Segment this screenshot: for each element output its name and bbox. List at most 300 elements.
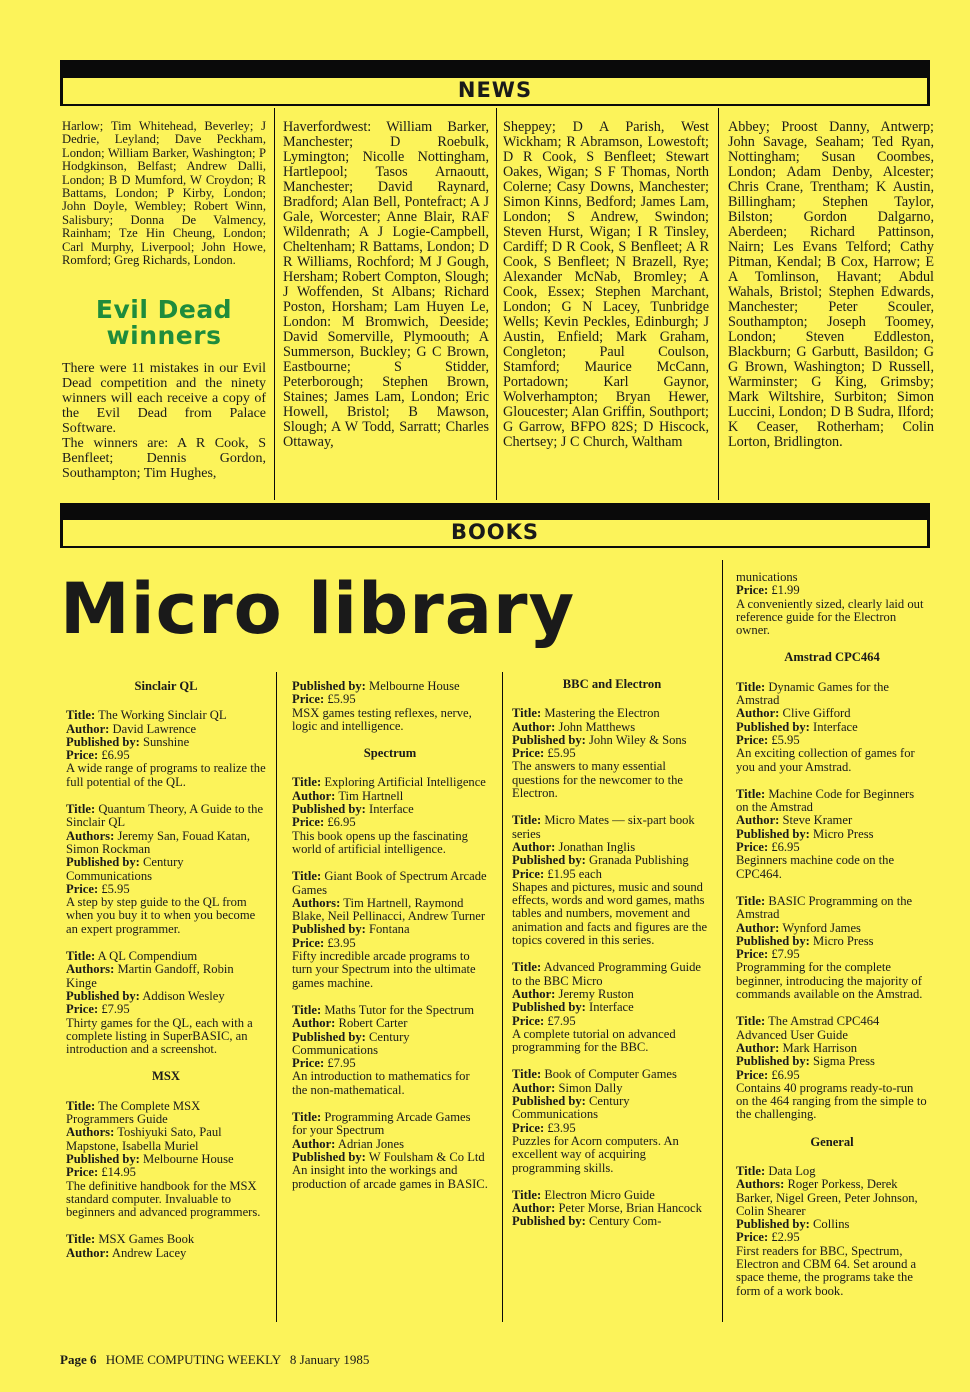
book-publisher-value: Interface <box>813 719 858 734</box>
book-authors-label: Authors: <box>66 962 115 977</box>
news-divider-3 <box>718 108 719 500</box>
book-author-value: Jonathan Inglis <box>558 839 636 854</box>
book-publisher <box>512 1001 712 1014</box>
news-col1-text: Harlow; Tim Whitehead, Beverley; J Dedrie, Leyland; Dave Peckham, London; William Barker, Washington; P Hodgkinson, Belfast; Andrew Dalli, London; B D Mumford, W Croydon; R Battams, London; P Kirby, London; John Doyle, Wembley; Robert Winn, Salisbury; Donna De Valmency, Rainham; Tze Hin Cheung, London; Carl Murphy, Liverpool; John Howe, Romford; Greg Richards, London. <box>62 119 266 268</box>
book-author-label: Author: <box>512 1201 556 1216</box>
book-author <box>736 707 928 720</box>
book-publisher-label: Published by: <box>512 853 586 868</box>
book-author-value: David Lawrence <box>112 721 197 736</box>
book-title-label: Title: <box>292 1002 322 1017</box>
books-heading-text: BOOKS <box>450 520 540 544</box>
book-price <box>66 1166 266 1179</box>
book-price <box>66 1003 266 1016</box>
book-price-value: £5.95 <box>101 881 130 896</box>
book-author <box>292 790 488 803</box>
book-title <box>66 1233 266 1246</box>
book-publisher <box>736 1055 928 1068</box>
book-title-label: Title: <box>512 813 542 828</box>
book-publisher <box>292 1151 488 1164</box>
book-publisher <box>66 1153 266 1166</box>
book-publisher <box>292 803 488 816</box>
book-author <box>736 1042 928 1055</box>
book-price-label: Price: <box>736 947 769 962</box>
book-author-label: Author: <box>512 986 556 1001</box>
books-column-1 <box>66 680 266 1274</box>
book-publisher <box>736 828 928 841</box>
book-price-value: £1.95 each <box>547 866 602 881</box>
book-authors-label: Authors: <box>736 1177 785 1192</box>
book-entry <box>512 814 712 947</box>
book-title-value: The Amstrad CPC464 Advanced User Guide <box>736 1014 880 1042</box>
book-publisher <box>66 856 266 883</box>
book-title-label: Title: <box>66 1098 96 1113</box>
book-price-value: £6.95 <box>771 1067 800 1082</box>
footer-page: Page 6 <box>60 1352 97 1367</box>
book-price-value: £6.95 <box>771 840 800 855</box>
book-authors <box>66 1126 266 1153</box>
book-title-label: Title: <box>292 869 322 884</box>
books-divider-1 <box>276 672 277 1322</box>
book-author-value: Adrian Jones <box>337 1136 404 1151</box>
book-title <box>512 707 712 720</box>
book-publisher <box>292 680 488 693</box>
book-publisher-label: Published by: <box>736 826 810 841</box>
book-publisher-label: Published by: <box>292 922 366 937</box>
book-description: The definitive handbook for the MSX standard computer. Invaluable to beginners and advanced programmers. <box>66 1178 261 1220</box>
book-title-label: Title: <box>292 775 322 790</box>
book-price-label: Price: <box>292 815 325 830</box>
book-price-label: Price: <box>66 881 99 896</box>
book-publisher-value: John Wiley & Sons <box>589 732 687 747</box>
book-description: Shapes and pictures, music and sound effects, words and word games, maths tables and numbers, movement and animation and facts and figures are the topics covered in this series. <box>512 879 708 948</box>
book-publisher <box>512 734 712 747</box>
micro-library-title: Micro library <box>60 568 576 650</box>
book-author-value: Andrew Lacey <box>111 1245 187 1260</box>
news-heading-text: NEWS <box>457 78 533 102</box>
book-price-label: Price: <box>66 748 99 763</box>
book-publisher-value: Sigma Press <box>813 1054 875 1069</box>
book-entry <box>292 1004 488 1097</box>
book-author <box>292 1017 488 1030</box>
book-title-value: Data Log <box>768 1163 816 1178</box>
book-title <box>66 1100 266 1127</box>
book-publisher-value: Century Com- <box>589 1214 662 1229</box>
book-price-value: £6.95 <box>101 748 130 763</box>
book-price <box>512 747 712 760</box>
book-price <box>66 749 266 762</box>
book-title-label: Title: <box>66 708 96 723</box>
book-title-value: Giant Book of Spectrum Arcade Games <box>292 869 487 897</box>
book-authors <box>66 830 266 857</box>
book-publisher-value: Melbourne House <box>369 679 460 693</box>
news-section-heading <box>60 78 930 106</box>
book-authors-label: Authors: <box>292 895 341 910</box>
book-title-value: Advanced Programming Guide to the BBC Micro <box>512 960 702 988</box>
book-author-label: Author: <box>736 920 780 935</box>
book-publisher-value: Century Communications <box>512 1094 630 1122</box>
book-title-value: Dynamic Games for the Amstrad <box>736 679 889 708</box>
book-description: An introduction to mathematics for the non-mathematical. <box>292 1069 470 1097</box>
book-publisher-value: Micro Press <box>813 933 874 948</box>
book-authors-value: Jeremy San, Fouad Katan, Simon Rockman <box>66 828 250 856</box>
book-title <box>736 681 928 708</box>
book-title-value: Mastering the Electron <box>544 706 660 721</box>
book-title-label: Title: <box>512 960 542 975</box>
book-publisher <box>292 923 488 936</box>
book-author-label: Author: <box>736 813 780 828</box>
book-price-label: Price: <box>736 1230 769 1245</box>
book-publisher-value: Century Communications <box>292 1029 410 1057</box>
book-price-value: £1.99 <box>771 583 800 598</box>
book-author-label: Author: <box>736 706 780 721</box>
book-author <box>292 1138 488 1151</box>
book-publisher-label: Published by: <box>66 988 140 1003</box>
book-author-value: Tim Hartnell <box>338 788 404 803</box>
book-price-label: Price: <box>736 1067 769 1082</box>
book-title <box>512 814 712 841</box>
book-title-label: Title: <box>66 949 96 964</box>
news-header-bar <box>60 60 930 78</box>
evil-dead-p2: The winners are: A R Cook, S Benfleet; Dennis Gordon, Southampton; Tim Hughes, <box>62 436 266 482</box>
book-author <box>736 922 928 935</box>
book-publisher-value: Addison Wesley <box>142 988 225 1003</box>
book-publisher-label: Published by: <box>512 1094 586 1109</box>
book-entry <box>66 709 266 789</box>
book-title <box>512 961 712 988</box>
book-title-value: Programming Arcade Games for your Spectrum <box>292 1110 471 1138</box>
book-publisher-label: Published by: <box>736 719 810 734</box>
section-amstrad: Amstrad CPC464 <box>784 650 880 665</box>
book-title-label: Title: <box>512 1187 542 1202</box>
book-publisher-label: Published by: <box>292 802 366 817</box>
book-author-label: Author: <box>512 839 556 854</box>
book-publisher-label: Published by: <box>292 679 366 693</box>
book-publisher-label: Published by: <box>66 1151 140 1166</box>
section-general: General <box>810 1134 854 1149</box>
book-price <box>736 1069 928 1082</box>
book-price-value: £7.95 <box>547 1013 576 1028</box>
book-title <box>292 776 488 789</box>
book-description: First readers for BBC, Spectrum, Electron and CBM 64. Set around a space theme, the programs take the form of a work book. <box>736 1243 917 1298</box>
book-author-value: Clive Gifford <box>782 706 851 721</box>
book-price-label: Price: <box>292 1056 325 1071</box>
book-description: Beginners machine code on the CPC464. <box>736 853 895 881</box>
book-price <box>512 1015 712 1028</box>
book-author-label: Author: <box>512 1080 556 1095</box>
book-price <box>512 1122 712 1135</box>
book-author-value: Steve Kramer <box>782 813 853 828</box>
book-title <box>292 1111 488 1138</box>
book-publisher-value: Century Communications <box>66 855 184 883</box>
book-authors-value: Martin Gandoff, Robin Kinge <box>66 962 234 990</box>
book-publisher <box>66 736 266 749</box>
book-description: MSX games testing reflexes, nerve, logic and intelligence. <box>292 705 472 733</box>
book-price <box>66 883 266 896</box>
book-price-label: Price: <box>736 732 769 747</box>
book-publisher <box>512 1095 712 1122</box>
book-publisher-value: Melbourne House <box>143 1151 234 1166</box>
book-author-label: Author: <box>292 1136 336 1151</box>
book-title-label: Title: <box>736 1014 766 1029</box>
news-column-1 <box>62 120 266 481</box>
book-publisher-label: Published by: <box>736 1217 810 1232</box>
book-authors-label: Authors: <box>66 828 115 843</box>
book-entry <box>736 1165 928 1298</box>
book-entry <box>292 1111 488 1191</box>
book-price-label: Price: <box>512 746 545 761</box>
book-price-label: Price: <box>512 1120 545 1135</box>
book-price-label: Price: <box>292 935 325 950</box>
book-title-label: Title: <box>736 679 766 694</box>
book-publisher <box>512 1215 712 1228</box>
book-publisher-value: Sunshine <box>143 734 190 749</box>
book-publisher <box>736 1218 928 1231</box>
book-title-value: Book of Computer Games <box>544 1067 677 1082</box>
book-entry <box>736 681 928 774</box>
book-price-value: £5.95 <box>547 746 576 761</box>
book-title <box>512 1068 712 1081</box>
book-title <box>292 1004 488 1017</box>
book-author-value: Robert Carter <box>338 1016 408 1031</box>
book-price-value: £5.95 <box>771 732 800 747</box>
book-title-value: A QL Compendium <box>97 949 198 964</box>
book-title-label: Title: <box>736 786 766 801</box>
book-author-label: Author: <box>736 1040 780 1055</box>
book-price-value: £6.95 <box>327 815 356 830</box>
footer-date: 8 January 1985 <box>289 1352 370 1367</box>
news-column-2: Haverfordwest: William Barker, Manchester; D Roebulk, Lymington; Nicolle Nottingham, Hartlepool; Tasos Arnaoutt, Manchester; David Raynard, Bradford; Alan Bell, Pontefract; A J Gale, Worcester; Anne Blair, RAF Wildenrath; A J Logie-Campbell, Cheltenham; R Battams, London; D R Williams, Rochford; M J Gough, Hersham; Robert Compton, Slough; J Woffenden, St Albans; Richard Poston, Horsham; Lam Huyen Le, London: M Bromwich, Deeside; David Somerville, Plymoouth; A Summerson, Buckley; G C Brown, Eastbourne; S Stidder, Peterborough; Stephen Brown, Staines; James Lam, London; Eric Howell, Bristol; B Mawson, Slough; A W Todd, Sarratt; Charles Ottaway, <box>283 119 489 450</box>
books-header-bar <box>60 503 930 520</box>
book-entry <box>736 895 928 1001</box>
book-price-label: Price: <box>66 1002 99 1017</box>
book-price <box>292 693 488 706</box>
book-title-label: Title: <box>66 802 96 817</box>
book-title <box>66 709 266 722</box>
book-author <box>736 814 928 827</box>
book-title-value: The Complete MSX Programmers Guide <box>66 1098 201 1127</box>
book-publisher <box>292 1031 488 1058</box>
book-title-value: BASIC Programming on the Amstrad <box>736 893 913 922</box>
news-column-4: Abbey; Proost Danny, Antwerp; John Savage, Seaham; Ted Ryan, Nottingham; Susan Coombes, London; Adam Denby, Alcester; Chris Crane, Trentham; K Austin, Billingham; Stephen Taylor, Bilston; Gordon Dalgarno, Aberdeen; Richard Pattinson, Nairn; Les Evans Telford; Cathy Pitman, Kendal; B Cox, Harrow; E A Tomlinson, Havant; Abdul Wahals, Bristol; Stephen Edwards, Manchester; Peter Scouler, Southampton; Joseph Toomey, London; Steven Eddleston, Blackburn; G Garbutt, Basildon; G G Brown, Washington; D Russell, Warminster; G King, Grimsby; Mark Wiltshire, Surbiton; Simon Luccini, London; D B Sudra, Ilford; K Ceaser, Rotherham; Colin Lorton, Bridlington. <box>728 119 934 450</box>
book-author <box>66 723 266 736</box>
book-description: Puzzles for Acorn computers. An excellent way of acquiring programming skills. <box>512 1133 679 1175</box>
book-entry <box>736 788 928 881</box>
book-entry <box>66 950 266 1056</box>
book-title-value: Micro Mates — six-part book series <box>512 813 695 841</box>
book-author-label: Author: <box>66 1245 110 1260</box>
book-price-value: £7.95 <box>327 1056 356 1071</box>
book-price-label: Price: <box>292 692 325 707</box>
book-title <box>736 895 928 922</box>
book-entry <box>512 707 712 800</box>
book-publisher-value: W Foulsham & Co Ltd <box>368 1149 485 1164</box>
book-price-value: £3.95 <box>327 935 356 950</box>
book-entry <box>292 870 488 990</box>
book-entry <box>512 961 712 1054</box>
book-price <box>736 584 928 597</box>
book-description: A wide range of programs to realize the full potential of the QL. <box>66 761 266 789</box>
book-publisher <box>736 721 928 734</box>
book-publisher-label: Published by: <box>292 1149 366 1164</box>
news-column-3: Sheppey; D A Parish, West Wickham; R Abramson, Lowestoft; D R Cook, S Benfleet; Stewart Oakes, Wigan; S F Thomas, North Colerne; Casy Downs, Manchester; Simon Kinns, Bedford; James Lam, London; S Andrew, Swindon; Steven Hurst, Wigan; I R Tinsley, Cardiff; D R Cook, S Benfleet; A R Cook, S Benfleet; N Brazell, Rye; Alexander McNab, Bromley; A Cook, Essex; Stephen Marchant, London; G N Lacey, Tunbridge Wells; Kevin Peckles, Edinburgh; J Austin, Enfield; Mark Graham, Congleton; Paul Coulson, Stamford; Maurice McCann, Portadown; Karl Gaynor, Wolverhampton; Bryan Hewer, Gloucester; Alan Griffin, Southport; G Garrow, BFPO 82S; D Hiscock, Chertsey; J C Church, Waltham <box>503 119 709 450</box>
book-continuation: munications <box>736 570 798 584</box>
book-price-label: Price: <box>736 840 769 855</box>
book-price-label: Price: <box>736 583 769 598</box>
book-title-value: The Working Sinclair QL <box>98 708 227 723</box>
book-publisher-label: Published by: <box>512 1214 586 1229</box>
book-publisher-label: Published by: <box>66 855 140 870</box>
book-title-label: Title: <box>512 1067 542 1082</box>
book-title <box>292 870 488 897</box>
book-price-value: £5.95 <box>327 692 356 707</box>
books-divider-2 <box>502 672 503 1322</box>
book-author <box>512 1202 712 1215</box>
book-price <box>736 734 928 747</box>
book-authors-label: Authors: <box>66 1125 115 1140</box>
book-description: A conveniently sized, clearly laid out reference guide for the Electron owner. <box>736 596 924 638</box>
book-publisher-value: Fontana <box>369 922 410 937</box>
news-divider-2 <box>496 108 497 500</box>
book-description: Fifty incredible arcade programs to turn your Spectrum into the ultimate games machine. <box>292 949 476 990</box>
book-authors <box>736 1178 928 1218</box>
book-entry <box>66 803 266 936</box>
book-price <box>292 937 488 950</box>
book-publisher <box>66 990 266 1003</box>
book-publisher-value: Interface <box>369 802 414 817</box>
book-price <box>292 816 488 829</box>
book-authors-value: Toshiyuki Sato, Paul Mapstone, Isabella Muriel <box>66 1125 222 1153</box>
book-price <box>512 868 712 881</box>
book-author-label: Author: <box>292 788 336 803</box>
book-author-label: Author: <box>66 721 110 736</box>
book-title-label: Title: <box>736 893 766 908</box>
book-author <box>512 1082 712 1095</box>
book-entry <box>736 571 928 637</box>
evil-dead-p1: There were 11 mistakes in our Evil Dead competition and the ninety winners will each receive a copy of the Evil Dead from Palace Software. <box>62 361 266 437</box>
book-publisher <box>736 935 928 948</box>
book-price <box>736 948 928 961</box>
book-authors <box>292 897 488 924</box>
book-price <box>736 1231 928 1244</box>
book-description: A complete tutorial on advanced programming for the BBC. <box>512 1026 676 1055</box>
book-description: Contains 40 programs ready-to-run on the 464 ranging from the simple to the challenging. <box>736 1080 927 1122</box>
book-author-value: Mark Harrison <box>782 1040 858 1055</box>
book-price-value: £7.95 <box>101 1002 130 1017</box>
book-publisher-label: Published by: <box>736 933 810 948</box>
book-price-value: £3.95 <box>547 1120 576 1135</box>
book-entry <box>66 1100 266 1220</box>
page-footer <box>60 1352 369 1368</box>
book-authors-value: Tim Hartnell, Raymond Blake, Neil Pellinacci, Andrew Turner <box>292 895 486 924</box>
book-entry <box>736 1015 928 1121</box>
book-entry <box>292 776 488 856</box>
section-sinclair-ql: Sinclair QL <box>134 679 198 693</box>
footer-publication: HOME COMPUTING WEEKLY <box>105 1352 281 1367</box>
books-column-4 <box>736 571 928 1312</box>
book-title <box>512 1189 712 1202</box>
book-price-value: £14.95 <box>101 1165 136 1180</box>
book-price-label: Price: <box>66 1165 99 1180</box>
book-publisher-value: Collins <box>813 1217 850 1232</box>
book-price-label: Price: <box>512 866 545 881</box>
book-publisher-label: Published by: <box>736 1054 810 1069</box>
book-author-value: Peter Morse, Brian Hancock <box>558 1201 702 1216</box>
book-author-value: Wynford James <box>782 920 861 935</box>
book-price-label: Price: <box>512 1013 545 1028</box>
book-title-label: Title: <box>66 1232 96 1247</box>
book-title <box>66 950 266 963</box>
book-title-value: Electron Micro Guide <box>544 1187 655 1202</box>
book-publisher-label: Published by: <box>512 1000 586 1015</box>
book-author <box>512 841 712 854</box>
book-description: An exciting collection of games for you and your Amstrad. <box>736 746 915 774</box>
book-description: Thirty games for the QL, each with a complete listing in SuperBASIC, an introduction and a screenshot. <box>66 1015 253 1057</box>
book-publisher-label: Published by: <box>512 732 586 747</box>
book-title-value: MSX Games Book <box>98 1232 195 1247</box>
book-author-value: Jeremy Ruston <box>558 986 634 1001</box>
book-title <box>66 803 266 830</box>
book-title <box>736 788 928 815</box>
book-publisher-value: Interface <box>589 1000 634 1015</box>
book-description: An insight into the workings and production of arcade games in BASIC. <box>292 1163 488 1191</box>
book-price-value: £2.95 <box>771 1230 800 1245</box>
book-title <box>736 1165 928 1178</box>
book-price <box>292 1057 488 1070</box>
book-title <box>736 1015 928 1042</box>
section-spectrum: Spectrum <box>363 746 417 761</box>
books-column-2 <box>292 680 488 1205</box>
book-publisher-label: Published by: <box>292 1029 366 1044</box>
book-author <box>66 1247 266 1260</box>
book-title-label: Title: <box>512 706 542 721</box>
book-authors <box>66 963 266 990</box>
books-column-3 <box>512 678 712 1243</box>
books-divider-3 <box>722 560 723 1322</box>
book-entry <box>512 1068 712 1174</box>
book-entry <box>292 680 488 733</box>
book-publisher-value: Granada Publishing <box>589 853 689 868</box>
book-author-value: Simon Dally <box>558 1080 623 1095</box>
book-author-label: Author: <box>512 719 556 734</box>
book-title-value: Quantum Theory, A Guide to the Sinclair QL <box>66 802 264 830</box>
book-author <box>512 988 712 1001</box>
section-bbc-electron: BBC and Electron <box>562 677 662 691</box>
book-publisher <box>512 854 712 867</box>
evil-dead-heading: Evil Dead winners <box>95 295 233 351</box>
book-description: Programming for the complete beginner, introducing the majority of commands available on the Amstrad. <box>736 960 923 1002</box>
book-description: This book opens up the fascinating world of artificial intelligence. <box>292 828 468 856</box>
book-title-value: Maths Tutor for the Spectrum <box>324 1002 475 1017</box>
book-title-label: Title: <box>292 1110 322 1125</box>
book-title-value: Exploring Artificial Intelligence <box>324 775 486 790</box>
news-divider-1 <box>274 108 275 500</box>
section-msx: MSX <box>152 1069 180 1084</box>
book-publisher-label: Published by: <box>66 734 140 749</box>
book-description: A step by step guide to the QL from when you buy it to when you become an expert programmer. <box>66 895 256 936</box>
book-price-value: £7.95 <box>771 947 800 962</box>
books-section-heading <box>60 520 930 548</box>
book-author <box>512 721 712 734</box>
book-author-value: John Matthews <box>558 719 636 734</box>
book-entry <box>512 1189 712 1229</box>
book-author-label: Author: <box>292 1016 336 1031</box>
book-title-value: Machine Code for Beginners on the Amstrad <box>736 786 915 815</box>
book-title-label: Title: <box>736 1163 766 1178</box>
book-description: The answers to many essential questions for the newcomer to the Electron. <box>512 759 684 801</box>
book-publisher-value: Micro Press <box>813 826 874 841</box>
book-price <box>736 841 928 854</box>
book-authors-value: Roger Porkess, Derek Barker, Nigel Green, Peter Johnson, Colin Shearer <box>736 1177 918 1218</box>
